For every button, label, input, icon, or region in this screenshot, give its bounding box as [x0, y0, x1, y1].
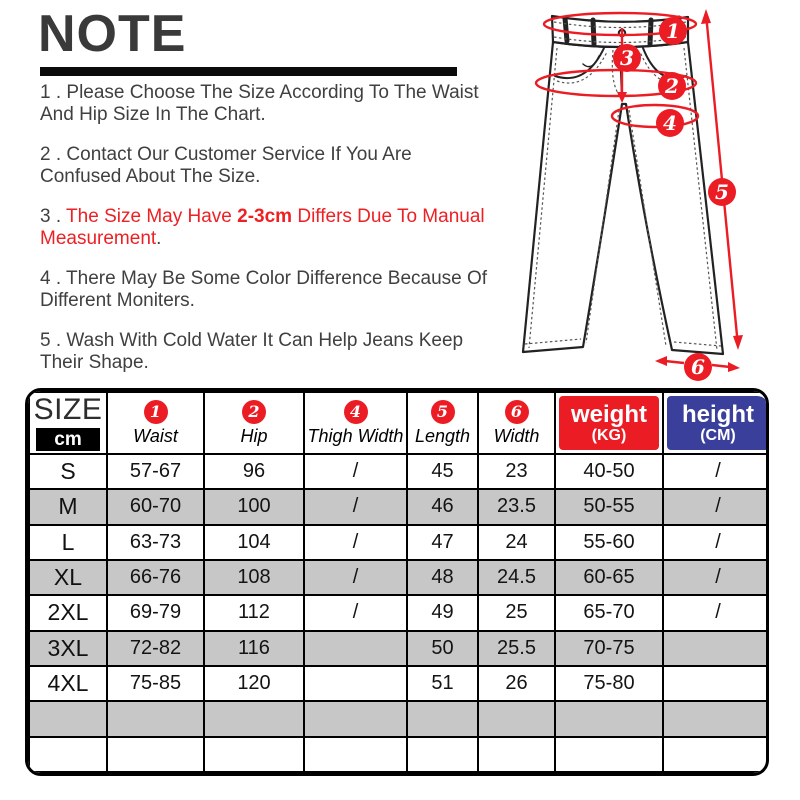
length-header-cell: [407, 392, 478, 454]
table-row: [29, 454, 769, 489]
note-3-period: .: [156, 228, 162, 249]
weight-unit-label: (KG): [591, 427, 627, 444]
marker-6: [684, 353, 712, 381]
jeans-diagram: [486, 2, 794, 386]
cell-waist: [107, 737, 204, 772]
cell-hip: 112: [204, 595, 304, 630]
cell-waist: 72-82: [107, 631, 204, 666]
table-row: [29, 631, 769, 666]
table-row: [29, 737, 769, 772]
length-arrow-down-icon: [733, 335, 743, 350]
cell-height: /: [663, 454, 769, 489]
hip-header-label: Hip: [240, 425, 268, 446]
size-table: [28, 391, 769, 773]
size-table-body: [29, 454, 769, 772]
cell-hip: [204, 737, 304, 772]
cell-length: 49: [407, 595, 478, 630]
svg-text:6: 6: [691, 355, 705, 379]
cell-length: [407, 737, 478, 772]
cell-height: [663, 701, 769, 736]
cell-size: 2XL: [29, 595, 107, 630]
cell-thigh: /: [304, 489, 407, 524]
cell-size: [29, 701, 107, 736]
width-header-label: Width: [493, 425, 540, 446]
cell-hip: 104: [204, 525, 304, 560]
cell-weight: 70-75: [555, 631, 663, 666]
cell-length: 50: [407, 631, 478, 666]
cell-width: 26: [478, 666, 555, 701]
size-table-container: [25, 388, 769, 776]
cell-waist: 57-67: [107, 454, 204, 489]
table-row: [29, 489, 769, 524]
marker-1: [659, 17, 687, 45]
height-header-cell: [663, 392, 769, 454]
cell-length: 51: [407, 666, 478, 701]
weight-header-cell: [555, 392, 663, 454]
cell-weight: 50-55: [555, 489, 663, 524]
weight-header-badge: [559, 396, 659, 450]
cell-length: 48: [407, 560, 478, 595]
cell-height: [663, 631, 769, 666]
cell-weight: 55-60: [555, 525, 663, 560]
svg-text:5: 5: [715, 180, 729, 204]
cell-height: /: [663, 595, 769, 630]
cell-thigh: [304, 666, 407, 701]
cell-length: 45: [407, 454, 478, 489]
hem-width-line-left: [665, 361, 684, 363]
marker-5: [708, 178, 736, 206]
cell-length: 46: [407, 489, 478, 524]
cell-waist: 69-79: [107, 595, 204, 630]
svg-text:2: 2: [665, 74, 679, 98]
cell-height: [663, 737, 769, 772]
cell-waist: [107, 701, 204, 736]
cell-waist: 63-73: [107, 525, 204, 560]
cell-size: S: [29, 454, 107, 489]
cell-thigh: [304, 737, 407, 772]
cell-size: L: [29, 525, 107, 560]
svg-text:3: 3: [620, 46, 634, 70]
cell-length: 47: [407, 525, 478, 560]
svg-text:1: 1: [666, 19, 680, 43]
cell-size: [29, 737, 107, 772]
marker-3: [613, 44, 641, 72]
cell-width: 25.5: [478, 631, 555, 666]
cell-width: 24: [478, 525, 555, 560]
cell-height: /: [663, 560, 769, 595]
note-item-4: 4 . There May Be Some Color Difference Because Of Different Moniters.: [40, 268, 488, 311]
width-header-cell: [478, 392, 555, 454]
hip-header-cell: [204, 392, 304, 454]
note-item-3: [40, 206, 495, 250]
cell-length: [407, 701, 478, 736]
hem-width-line-right: [712, 365, 730, 367]
cell-width: 25: [478, 595, 555, 630]
size-header-label: SIZE: [33, 393, 103, 426]
cell-weight: [555, 737, 663, 772]
cell-thigh: /: [304, 454, 407, 489]
cell-thigh: [304, 701, 407, 736]
cell-thigh: /: [304, 595, 407, 630]
note-item-1: 1 . Please Choose The Size According To The Waist And Hip Size In The Chart.: [40, 82, 479, 125]
table-header-row: [29, 392, 769, 454]
waist-header-cell: [107, 392, 204, 454]
cell-waist: 66-76: [107, 560, 204, 595]
cell-width: [478, 737, 555, 772]
cell-waist: 60-70: [107, 489, 204, 524]
title-underline: [40, 67, 457, 76]
note-3-number: 3 .: [40, 206, 62, 227]
table-row: [29, 666, 769, 701]
cell-weight: 65-70: [555, 595, 663, 630]
cell-weight: [555, 701, 663, 736]
cell-weight: 40-50: [555, 454, 663, 489]
cell-weight: 60-65: [555, 560, 663, 595]
cell-size: M: [29, 489, 107, 524]
thigh-header-cell: [304, 392, 407, 454]
cell-height: /: [663, 525, 769, 560]
length-header-label: Length: [414, 425, 471, 446]
table-row: [29, 560, 769, 595]
cell-hip: [204, 701, 304, 736]
cell-hip: 100: [204, 489, 304, 524]
height-header-badge: [667, 396, 769, 450]
cell-size: 4XL: [29, 666, 107, 701]
cell-waist: 75-85: [107, 666, 204, 701]
note-3-text-post: Differs Due To Manual Measurement: [40, 206, 485, 249]
cell-width: 24.5: [478, 560, 555, 595]
notes-list: [40, 82, 495, 392]
cell-height: /: [663, 489, 769, 524]
cell-height: [663, 666, 769, 701]
length-number-badge: 5: [431, 400, 455, 424]
cell-thigh: [304, 631, 407, 666]
height-header-label: height: [682, 401, 754, 428]
hip-number-badge: 2: [242, 400, 266, 424]
marker-4: [656, 109, 684, 137]
hem-arrow-left-icon: [655, 356, 667, 366]
size-header-cell: [29, 392, 107, 454]
cell-hip: 116: [204, 631, 304, 666]
svg-text:4: 4: [663, 111, 677, 135]
cell-width: 23: [478, 454, 555, 489]
table-row: [29, 595, 769, 630]
hem-arrow-right-icon: [728, 362, 740, 372]
page-title: NOTE: [38, 5, 187, 63]
cell-hip: 108: [204, 560, 304, 595]
cell-hip: 96: [204, 454, 304, 489]
waist-header-label: Waist: [133, 425, 178, 446]
length-arrow-up-icon: [701, 9, 711, 24]
cell-thigh: /: [304, 525, 407, 560]
note-item-5: 5 . Wash With Cold Water It Can Help Jeans Keep Their Shape.: [40, 330, 464, 373]
cell-size: 3XL: [29, 631, 107, 666]
table-row: [29, 701, 769, 736]
cell-thigh: /: [304, 560, 407, 595]
cell-size: XL: [29, 560, 107, 595]
table-row: [29, 525, 769, 560]
thigh-number-badge: 4: [344, 400, 368, 424]
note-3-emphasis: 2-3cm: [237, 206, 293, 227]
cell-width: [478, 701, 555, 736]
note-item-2: 2 . Contact Our Customer Service If You Are Confused About The Size.: [40, 144, 412, 187]
marker-2: [658, 72, 686, 100]
height-unit-label: (CM): [700, 427, 736, 444]
cell-hip: 120: [204, 666, 304, 701]
cell-weight: 75-80: [555, 666, 663, 701]
width-number-badge: 6: [505, 400, 529, 424]
cm-unit-badge: cm: [36, 428, 100, 451]
waist-number-badge: 1: [144, 400, 168, 424]
thigh-header-label: Thigh Width: [307, 425, 404, 446]
weight-header-label: weight: [571, 401, 647, 428]
cell-width: 23.5: [478, 489, 555, 524]
note-3-text-pre: The Size May Have: [61, 206, 238, 227]
